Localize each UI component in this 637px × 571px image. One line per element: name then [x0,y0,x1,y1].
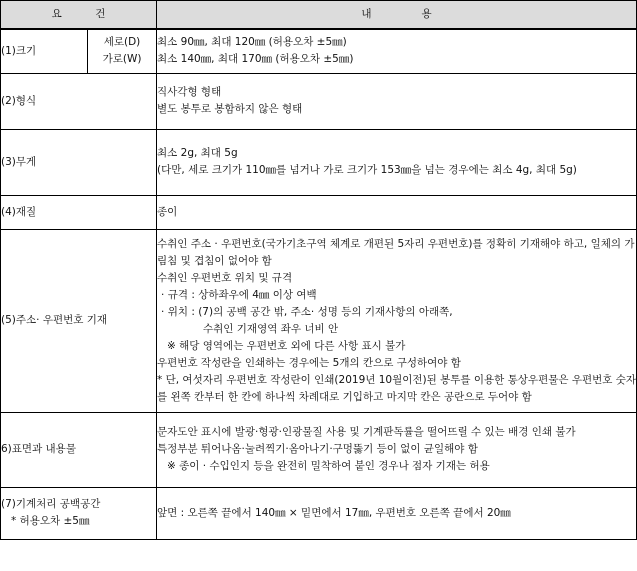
table-row-blank-space [1,487,637,539]
row-sublabels-size [88,29,157,73]
row-label-address: (5)주소· 우편번호 기재 [1,229,157,412]
row-label-material: (4)재질 [1,195,157,229]
label-blank-space-title: (7)기계처리 공백공간 [1,498,101,510]
table-row-size [1,29,637,73]
content-line: (다만, 세로 크기가 110㎜를 넘거나 가로 크기가 153㎜을 넘는 경우에는 최소 4g, 최대 5g) [157,164,577,176]
header-requirement: 요 건 [1,1,157,30]
content-shape [157,73,637,129]
label-blank-space-tolerance: * 허용오차 ±5㎜ [11,515,90,527]
content-line: 별도 봉투로 봉함하지 않은 형태 [157,103,303,115]
row-label-surface: 6)표면과 내용물 [1,412,157,487]
content-line: 최소 2g, 최대 5g [157,147,238,159]
row-label-size: (1)크기 [1,29,88,73]
content-line: 직사각형 형태 [157,86,222,98]
sublabel-width: 가로(W) [102,53,142,66]
content-line: 수취인 우편번호 위치 및 규격 [157,271,293,284]
table-row-address [1,229,637,412]
content-line: 수취인 주소 · 우편번호(국가기초구역 체계로 개편된 5자리 우편번호)를 정확히 기재해야 하고, 일체의 가림침 및 겹침이 없어야 함 [157,237,635,267]
row-label-weight: (3)무게 [1,129,157,195]
content-line: 최소 90㎜, 최대 120㎜ (허용오차 ±5㎜) [157,36,347,49]
row-label-blank-space [1,487,157,539]
table-row-shape [1,73,637,129]
content-blank-space [157,487,637,539]
table-row-surface [1,412,637,487]
header-content: 내 용 [157,1,637,30]
content-line: · 위치 : (7)의 공백 공간 밖, 주소· 성명 등의 기재사항의 아래쪽, [161,305,453,318]
content-surface [157,412,637,487]
content-line: 최소 140㎜, 최대 170㎜ (허용오차 ±5㎜) [157,53,354,66]
content-weight [157,129,637,195]
content-line: 종이 [157,205,178,218]
content-line: 앞면 : 오른쪽 끝에서 140㎜ × 밑면에서 17㎜, 우편번호 오른쪽 끝에서 20㎜ [157,506,511,519]
sublabel-height: 세로(D) [103,36,141,49]
row-label-shape: (2)형식 [1,73,157,129]
content-line: ※ 해당 영역에는 우편번호 외에 다른 사항 표시 불가 [167,339,406,352]
content-material [157,195,637,229]
table-row-material [1,195,637,229]
content-line: ※ 종이 · 수입인지 등을 완전히 밀착하여 붙인 경우나 점자 기재는 허용 [167,460,490,472]
content-address [157,229,637,412]
content-line: 특정부분 튀어나옴·눌려찍기·옴아나기·구멍뚫기 등이 없이 균일해야 함 [157,443,478,455]
content-line: 우편번호 작성란을 인쇄하는 경우에는 5개의 칸으로 구성하여야 함 [157,356,461,369]
content-line: * 단, 여섯자리 우편번호 작성란이 인쇄(2019년 10월이전)된 봉투를 이용한 통상우편물은 우편번호 숫자를 왼쪽 칸부터 한 칸에 하나씩 차례대로 기입하고 마지막 칸은 공란으로 두어야 함 [157,373,637,403]
content-line: 수취인 기재영역 좌우 너비 안 [203,322,339,335]
table-header-row [1,1,637,30]
content-line: 문자도안 표시에 발광·형광·인광물질 사용 및 기계판독률을 떨어뜨릴 수 있는 배경 인쇄 불가 [157,426,576,438]
content-line: · 규격 : 상하좌우에 4㎜ 이상 여백 [161,288,317,301]
table-row-weight [1,129,637,195]
content-size [157,29,637,73]
